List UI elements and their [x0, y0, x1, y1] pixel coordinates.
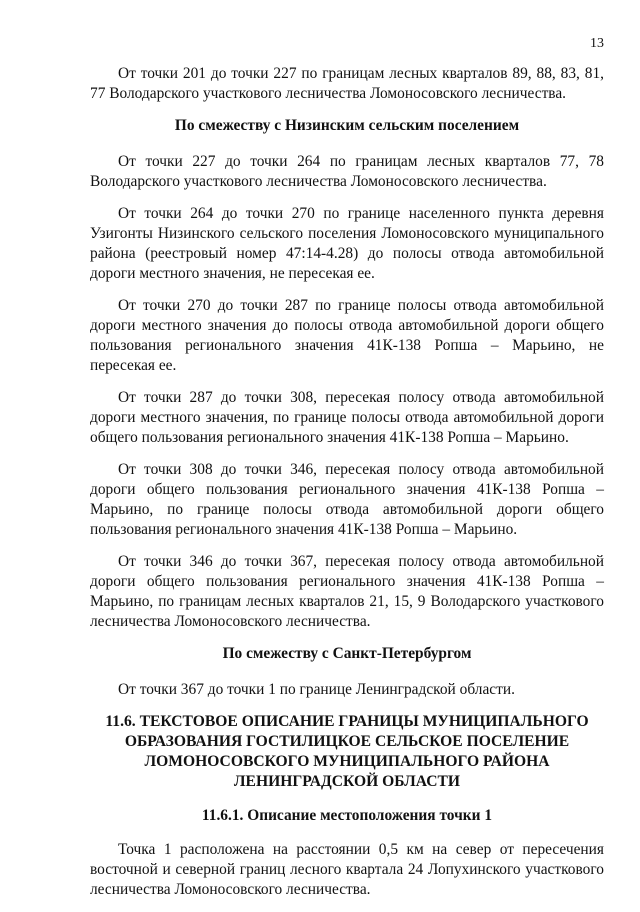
paragraph: От точки 264 до точки 270 по границе населенного пункта деревня Узигонты Низинского сельского поселения Ломоносовского муниципального района (реестровый номер 47:14-4.28) до полосы отвода автомобильной дороги местного значения, не пересекая ее. [90, 205, 604, 282]
paragraph: Точка 1 расположена на расстоянии 0,5 км на север от пересечения восточной и северной границ лесного квартала 24 Лопухинского участкового лесничества Ломоносовского лесничества. [90, 841, 604, 898]
main-heading-line: 11.6. ТЕКСТОВОЕ ОПИСАНИЕ ГРАНИЦЫ МУНИЦИПАЛЬНОГО [105, 713, 589, 730]
document-body [90, 64, 604, 912]
paragraph: От точки 308 до точки 346, пересекая полосу отвода автомобильной дороги общего пользования регионального значения 41К-138 Ропша – Марьино, по границе полосы отвода автомобильной дороги общего пользования регионального значения 41К-138 Ропша – Марьино. [90, 461, 604, 538]
paragraph: От точки 367 до точки 1 по границе Ленинградской области. [118, 681, 515, 698]
main-section-heading [90, 712, 604, 792]
section-heading-spb: По смежеству с Санкт-Петербургом [222, 645, 472, 662]
paragraph: От точки 287 до точки 308, пересекая полосу отвода автомобильной дороги местного значения, по границе полосы отвода автомобильной дороги общего пользования регионального значения 41К-138 Ропша – Марьино. [90, 389, 604, 446]
paragraph: От точки 270 до точки 287 по границе полосы отвода автомобильной дороги местного значения до полосы отвода автомобильной дороги общего пользования регионального значения 41К-138 Ропша – Марьино, не пересекая ее. [90, 297, 604, 374]
paragraph: От точки 346 до точки 367, пересекая полосу отвода автомобильной дороги общего пользования регионального значения 41К-138 Ропша – Марьино, по границам лесных кварталов 21, 15, 9 Володарского участкового лесничества Ломоносовского лесничества. [90, 553, 604, 630]
page-number: 13 [590, 36, 604, 51]
paragraph: От точки 227 до точки 264 по границам лесных кварталов 77, 78 Володарского участкового лесничества Ломоносовского лесничества. [90, 153, 604, 190]
subsection-heading: 11.6.1. Описание местоположения точки 1 [201, 807, 493, 824]
main-heading-line: ЛЕНИНГРАДСКОЙ ОБЛАСТИ [233, 773, 461, 790]
main-heading-line: ЛОМОНОСОВСКОГО МУНИЦИПАЛЬНОГО РАЙОНА [144, 753, 550, 770]
section-heading-nizino: По смежеству с Низинским сельским поселением [174, 117, 520, 134]
paragraph: От точки 201 до точки 227 по границам лесных кварталов 89, 88, 83, 81, 77 Володарского участкового лесничества Ломоносовского лесничества. [90, 65, 604, 102]
main-heading-line: ОБРАЗОВАНИЯ ГОСТИЛИЦКОЕ СЕЛЬСКОЕ ПОСЕЛЕНИЕ [124, 733, 570, 750]
